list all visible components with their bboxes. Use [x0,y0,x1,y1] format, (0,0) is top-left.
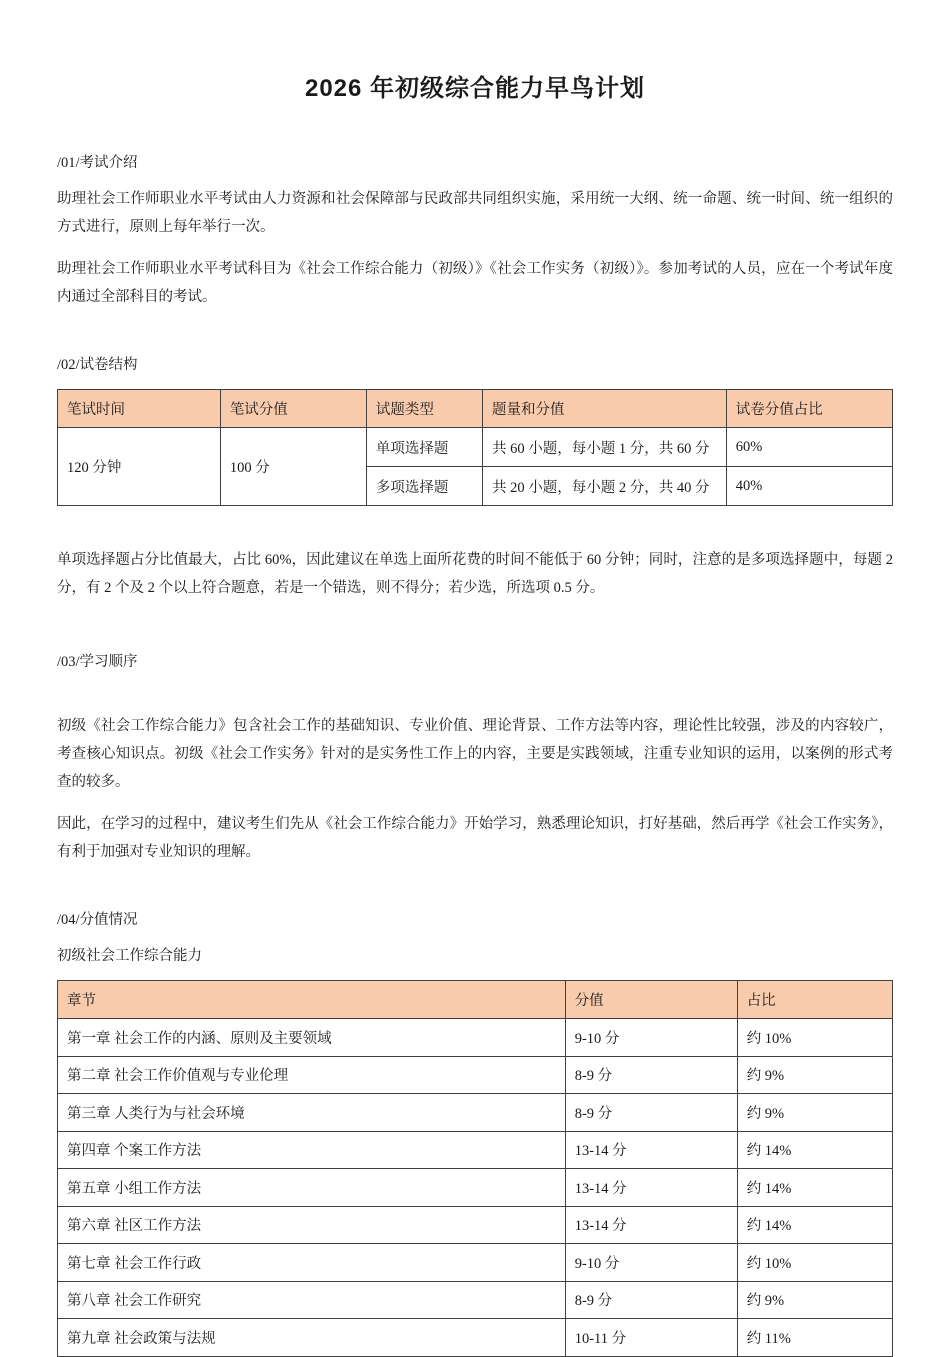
section-study-order [57,648,893,866]
score-cell: 13-14 分 [565,1131,737,1169]
table-row [58,1206,893,1244]
table-row [58,428,893,467]
score-cell: 13-14 分 [565,1169,737,1207]
chapter-cell: 第四章 个案工作方法 [58,1131,566,1169]
header-cell-question-type: 试题类型 [366,390,482,428]
section-paper-structure [57,351,893,602]
question-type-cell: 单项选择题 [366,428,482,467]
table-row [58,1094,893,1132]
section-01-heading: /01/考试介绍 [57,155,138,171]
section-03-heading: /03/学习顺序 [57,654,138,670]
header-cell-duration: 笔试时间 [58,390,221,428]
section-04-heading: /04/分值情况 [57,912,138,928]
header-cell-quantity-score: 题量和分值 [482,390,726,428]
ratio-cell: 约 10% [737,1019,892,1057]
score-cell: 8-9 分 [565,1281,737,1319]
ratio-cell: 约 9% [737,1281,892,1319]
table-row [58,1056,893,1094]
section-score-distribution [57,906,893,1357]
section-03-paragraph-1: 初级《社会工作综合能力》包含社会工作的基础知识、专业价值、理论背景、工作方法等内容，理论性比较强，涉及的内容较广，考查核心知识点。初级《社会工作实务》针对的是实务性工作上的内容，主要是实践领域，注重专业知识的运用，以案例的形式考查的较多。 [57,718,893,790]
score-cell: 9-10 分 [565,1019,737,1057]
exam-structure-table [57,389,893,506]
table-row [58,1019,893,1057]
quantity-score-cell: 共 60 小题，每小题 1 分，共 60 分 [482,428,726,467]
table-row [58,1169,893,1207]
score-cell: 8-9 分 [565,1056,737,1094]
table-row [58,1131,893,1169]
table-header-row [58,390,893,428]
document-title: 2026 年初级综合能力早鸟计划 [304,75,646,102]
ratio-cell: 约 11% [737,1319,892,1357]
chapter-cell: 第六章 社区工作方法 [58,1206,566,1244]
ratio-cell: 约 14% [737,1206,892,1244]
question-type-cell: 多项选择题 [366,467,482,506]
section-03-paragraph-2: 因此，在学习的过程中，建议考生们先从《社会工作综合能力》开始学习，熟悉理论知识，打好基础，然后再学《社会工作实务》，有利于加强对专业知识的理解。 [57,816,893,860]
section-02-note: 单项选择题占分比值最大，占比 60%，因此建议在单选上面所花费的时间不能低于 60 分钟；同时，注意的是多项选择题中，每题 2 分，有 2 个及 2 个以上符合题意，若是一个错选，则不得分；若少选，所选项 0.5 分。 [57,552,893,596]
ratio-cell: 40% [726,467,892,506]
table-row [58,1244,893,1282]
chapter-cell: 第一章 社会工作的内涵、原则及主要领域 [58,1019,566,1057]
ratio-cell: 约 10% [737,1244,892,1282]
ratio-cell: 约 14% [737,1131,892,1169]
chapter-cell: 第九章 社会政策与法规 [58,1319,566,1357]
table-row [58,1281,893,1319]
section-02-heading: /02/试卷结构 [57,357,138,373]
score-cell: 10-11 分 [565,1319,737,1357]
section-01-paragraph-2: 助理社会工作师职业水平考试科目为《社会工作综合能力（初级）》《社会工作实务（初级）》。参加考试的人员，应在一个考试年度内通过全部科目的考试。 [57,261,893,305]
ratio-cell: 约 9% [737,1056,892,1094]
exam-duration-cell: 120 分钟 [58,428,221,506]
header-cell-score: 笔试分值 [220,390,366,428]
header-cell-chapter: 章节 [58,981,566,1019]
quantity-score-cell: 共 20 小题，每小题 2 分，共 40 分 [482,467,726,506]
chapter-cell: 第七章 社会工作行政 [58,1244,566,1282]
header-cell-score: 分值 [565,981,737,1019]
section-01-paragraph-1: 助理社会工作师职业水平考试由人力资源和社会保障部与民政部共同组织实施，采用统一大纲、统一命题、统一时间、统一组织的方式进行，原则上每年举行一次。 [57,191,893,235]
exam-score-cell: 100 分 [220,428,366,506]
table-header-row [58,981,893,1019]
ratio-cell: 60% [726,428,892,467]
blank-line [57,684,893,712]
chapter-cell: 第八章 社会工作研究 [58,1281,566,1319]
header-cell-ratio: 试卷分值占比 [726,390,892,428]
header-cell-ratio: 占比 [737,981,892,1019]
table-row [58,1319,893,1357]
chapter-cell: 第五章 小组工作方法 [58,1169,566,1207]
score-cell: 8-9 分 [565,1094,737,1132]
ratio-cell: 约 9% [737,1094,892,1132]
section-exam-intro [57,149,893,311]
chapter-score-table [57,980,893,1357]
ratio-cell: 约 14% [737,1169,892,1207]
chapter-cell: 第二章 社会工作价值观与专业伦理 [58,1056,566,1094]
score-cell: 9-10 分 [565,1244,737,1282]
chapter-table-subtitle: 初级社会工作综合能力 [57,948,202,964]
chapter-cell: 第三章 人类行为与社会环境 [58,1094,566,1132]
score-cell: 13-14 分 [565,1206,737,1244]
